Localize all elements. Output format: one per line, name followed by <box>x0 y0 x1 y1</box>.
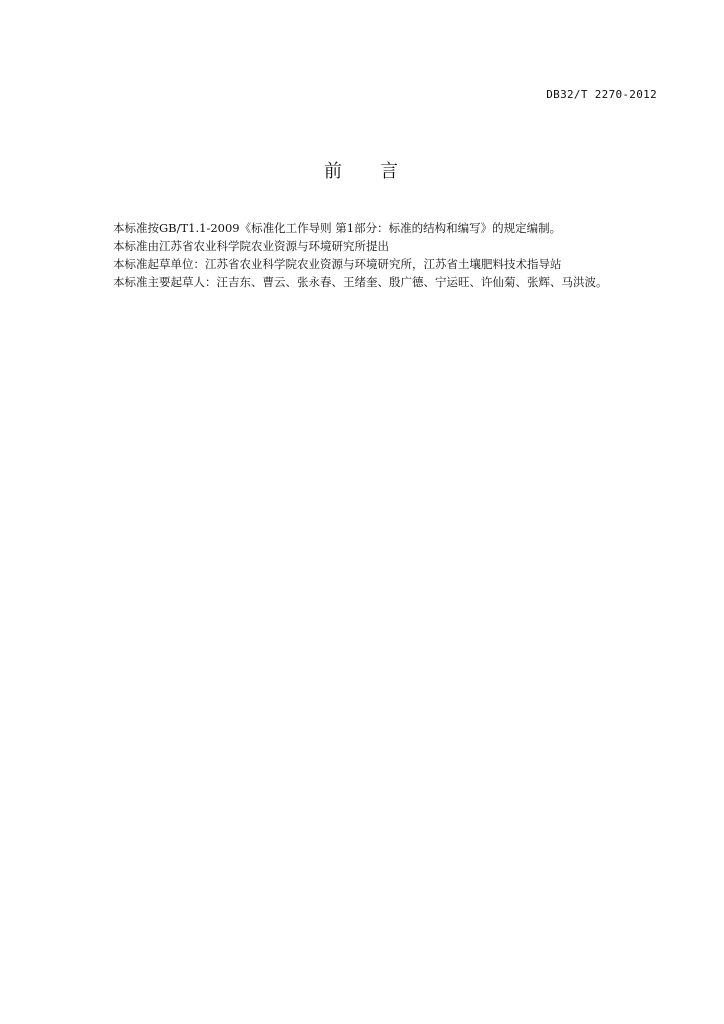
title-char-2: 言 <box>380 161 400 182</box>
paragraph-main-drafters: 本标准主要起草人：汪吉东、曹云、张永春、王绪奎、殷广德、宁运旺、许仙菊、张辉、马洪波。 <box>113 275 608 289</box>
paragraph-standard-basis: 本标准按GB/T1.1-2009《标准化工作导则 第1部分：标准的结构和编写》的规定编制。 <box>113 221 562 235</box>
title-char-1: 前 <box>324 161 344 182</box>
paragraph-proposed-by: 本标准由江苏省农业科学院农业资源与环境研究所提出 <box>113 239 389 253</box>
paragraph-drafting-units: 本标准起草单位：江苏省农业科学院农业资源与环境研究所，江苏省土壤肥料技术指导站 <box>113 257 562 271</box>
foreword-body <box>113 219 673 291</box>
page-title <box>0 157 724 183</box>
document-code: DB32/T 2270-2012 <box>546 88 657 101</box>
